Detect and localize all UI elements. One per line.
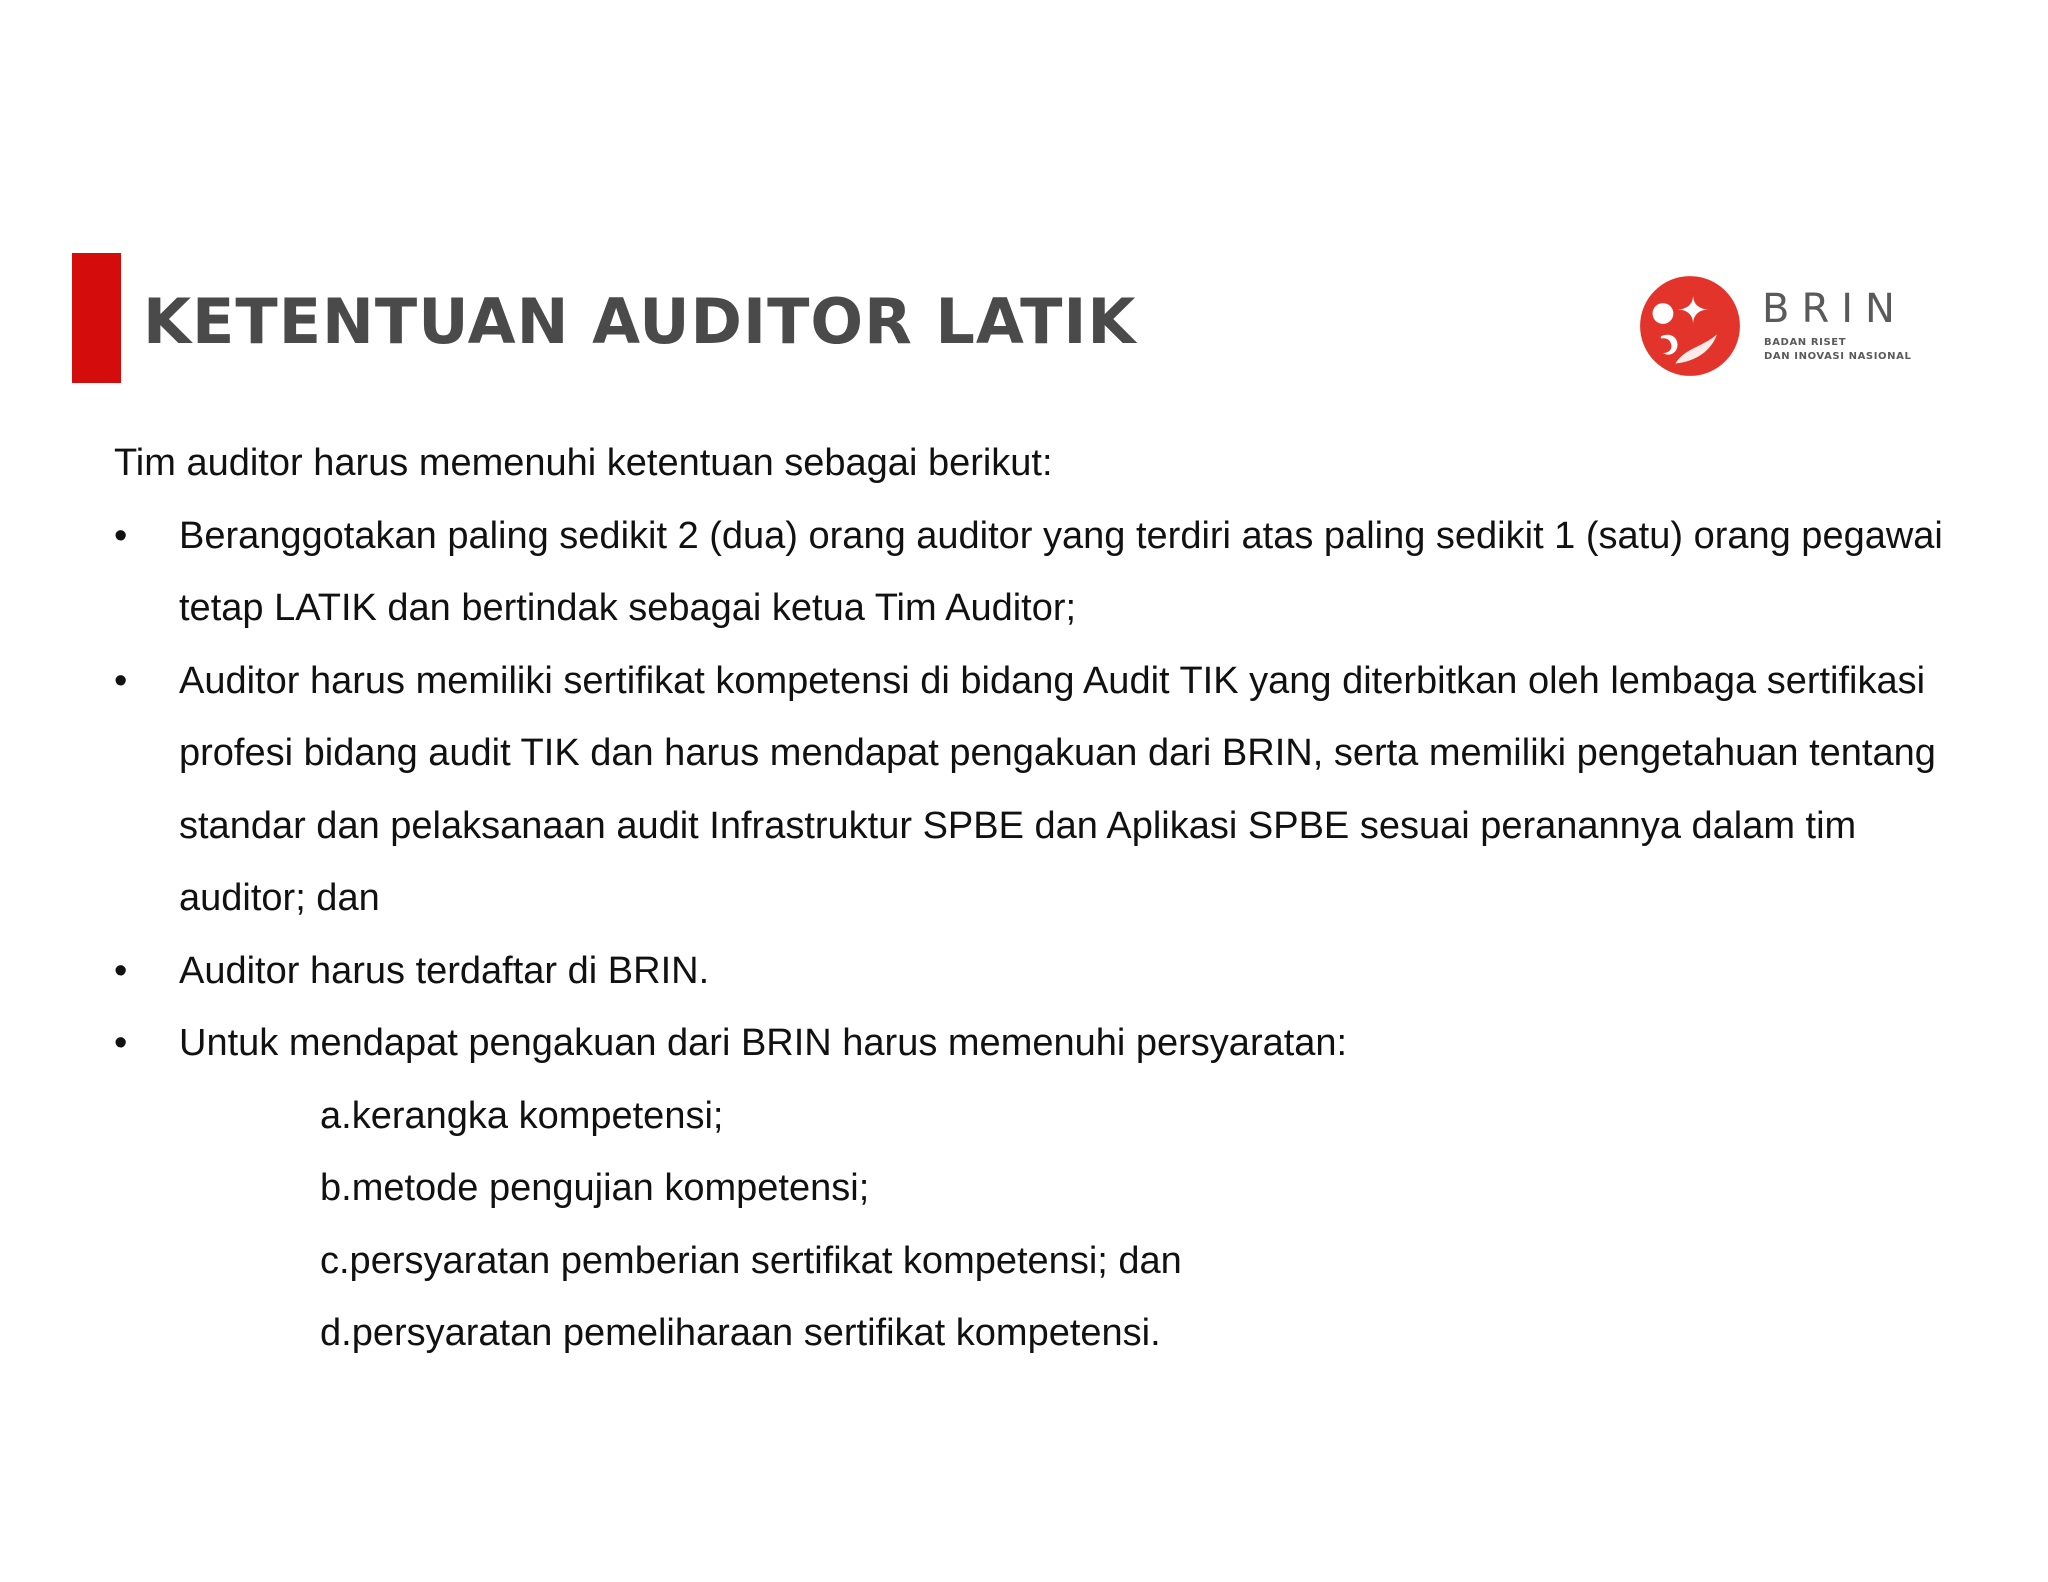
bullet-text: Auditor harus terdaftar di BRIN. — [179, 949, 710, 992]
requirement-item: b.metode pengujian kompetensi; — [320, 1167, 870, 1209]
brin-logo — [1638, 270, 1918, 380]
requirement-item: d.persyaratan pemeliharaan sertifikat kompetensi. — [320, 1312, 1161, 1354]
bullet-text: Untuk mendapat pengakuan dari BRIN harus memenuhi persyaratan: — [179, 1022, 1348, 1064]
bullet-dot-icon: • — [114, 1022, 128, 1064]
requirements-sublist — [114, 1080, 1974, 1370]
bullet-item — [114, 935, 1974, 1008]
slide-title: KETENTUAN AUDITOR LATIK — [143, 285, 1137, 358]
bullet-text: Beranggotakan paling sedikit 2 (dua) orang auditor yang terdiri atas paling sedikit 1 (satu) orang pegawai tetap LATIK dan bertindak sebagai ketua Tim Auditor; — [179, 514, 1943, 629]
bullet-dot-icon: • — [114, 514, 128, 557]
title-accent-bar — [72, 253, 121, 383]
bullet-item — [114, 1007, 1974, 1080]
intro-text: Tim auditor harus memenuhi ketentuan sebagai berikut: — [114, 442, 1053, 484]
slide-body — [114, 427, 1974, 1370]
brin-tagline-line2: DAN INOVASI NASIONAL — [1764, 351, 1912, 362]
brin-logo-icon — [1638, 274, 1742, 378]
bullet-dot-icon: • — [114, 949, 128, 992]
brin-tagline-line1: BADAN RISET — [1764, 337, 1847, 348]
requirement-item: c.persyaratan pemberian sertifikat kompetensi; dan — [320, 1239, 1182, 1282]
brin-wordmark: BRIN — [1762, 286, 1907, 332]
requirement-item: a.kerangka kompetensi; — [320, 1094, 724, 1137]
bullet-dot-icon: • — [114, 659, 128, 702]
bullet-text: Auditor harus memiliki sertifikat kompetensi di bidang Audit TIK yang diterbitkan oleh lembaga sertifikasi profesi bidang audit TIK dan harus mendapat pengakuan dari BRIN, serta memiliki pengetahuan tentang standar dan pelaksanaan audit Infrastruktur SPBE dan Aplikasi SPBE sesuai peranannya dalam tim auditor; dan — [179, 659, 1936, 919]
bullet-item — [114, 645, 1974, 935]
bullet-item — [114, 500, 1974, 645]
bullet-list — [114, 500, 1974, 1080]
